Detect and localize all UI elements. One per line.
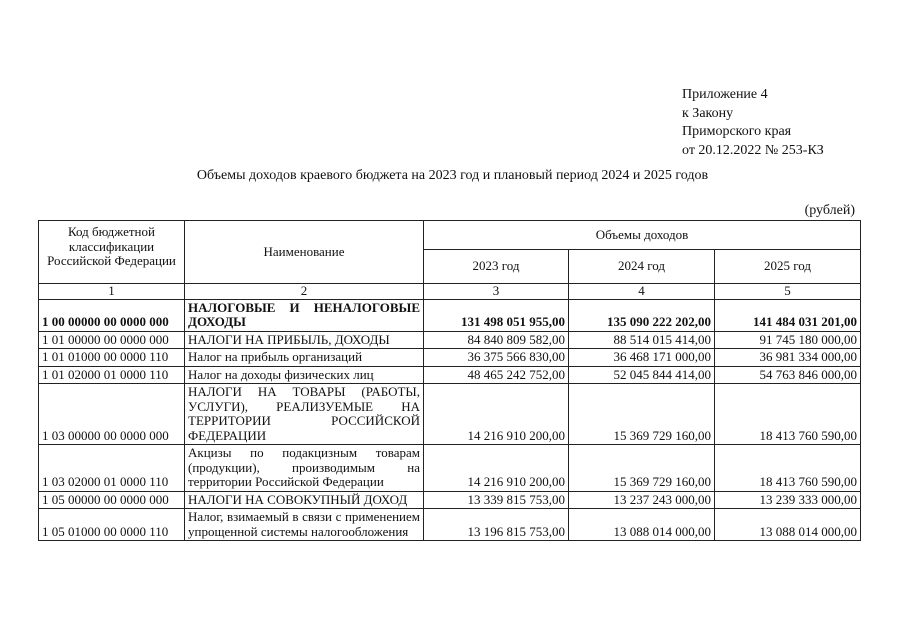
row-name: НАЛОГИ НА ТОВАРЫ (РАБОТЫ, УСЛУГИ), РЕАЛИЗУЕМЫЕ НА ТЕРРИТОРИИ РОССИЙСКОЙ ФЕДЕРАЦИИ	[185, 384, 424, 445]
column-number: 1	[39, 284, 185, 300]
row-name: Акцизы по подакцизным товарам (продукции), производимым на территории Российской Федерации	[185, 445, 424, 492]
header-year-2023: 2023 год	[424, 250, 569, 284]
header-code: Код бюджетной классификации Российской Федерации	[39, 221, 185, 284]
row-value-2025: 141 484 031 201,00	[715, 299, 861, 331]
table-row	[39, 366, 861, 384]
row-value-2025: 18 413 760 590,00	[715, 445, 861, 492]
row-value-2024: 13 237 243 000,00	[569, 491, 715, 509]
row-code: 1 01 01000 00 0000 110	[39, 349, 185, 367]
row-value-2024: 52 045 844 414,00	[569, 366, 715, 384]
header-name: Наименование	[185, 221, 424, 284]
row-value-2024: 15 369 729 160,00	[569, 384, 715, 445]
row-code: 1 01 02000 01 0000 110	[39, 366, 185, 384]
row-value-2023: 14 216 910 200,00	[424, 445, 569, 492]
row-value-2023: 36 375 566 830,00	[424, 349, 569, 367]
row-name: НАЛОГИ НА ПРИБЫЛЬ, ДОХОДЫ	[185, 331, 424, 349]
row-value-2024: 88 514 015 414,00	[569, 331, 715, 349]
budget-table	[38, 220, 861, 541]
table-row	[39, 491, 861, 509]
row-value-2024: 15 369 729 160,00	[569, 445, 715, 492]
row-name: НАЛОГОВЫЕ И НЕНАЛОГОВЫЕ ДОХОДЫ	[185, 299, 424, 331]
table-row	[39, 509, 861, 541]
row-code: 1 01 00000 00 0000 000	[39, 331, 185, 349]
row-value-2023: 13 196 815 753,00	[424, 509, 569, 541]
row-value-2023: 131 498 051 955,00	[424, 299, 569, 331]
row-name: Налог на доходы физических лиц	[185, 366, 424, 384]
row-value-2025: 54 763 846 000,00	[715, 366, 861, 384]
row-name: НАЛОГИ НА СОВОКУПНЫЙ ДОХОД	[185, 491, 424, 509]
document-title: Объемы доходов краевого бюджета на 2023 год и плановый период 2024 и 2025 годов	[196, 168, 709, 183]
row-value-2023: 13 339 815 753,00	[424, 491, 569, 509]
row-code: 1 00 00000 00 0000 000	[39, 299, 185, 331]
row-code: 1 05 01000 00 0000 110	[39, 509, 185, 541]
row-code: 1 05 00000 00 0000 000	[39, 491, 185, 509]
row-value-2023: 14 216 910 200,00	[424, 384, 569, 445]
row-value-2023: 48 465 242 752,00	[424, 366, 569, 384]
table-row	[39, 445, 861, 492]
row-value-2024: 36 468 171 000,00	[569, 349, 715, 367]
table-row	[39, 299, 861, 331]
row-value-2025: 36 981 334 000,00	[715, 349, 861, 367]
row-code: 1 03 00000 00 0000 000	[39, 384, 185, 445]
row-name: Налог, взимаемый в связи с применением упрощенной системы налогообложения	[185, 509, 424, 541]
appendix-block	[682, 86, 824, 160]
column-number: 2	[185, 284, 424, 300]
column-number: 5	[715, 284, 861, 300]
header-year-2024: 2024 год	[569, 250, 715, 284]
header-volumes: Объемы доходов	[424, 221, 861, 250]
row-name: Налог на прибыль организаций	[185, 349, 424, 367]
row-value-2023: 84 840 809 582,00	[424, 331, 569, 349]
table-row	[39, 331, 861, 349]
appendix-line-3: Приморского края	[682, 124, 792, 139]
row-value-2024: 135 090 222 202,00	[569, 299, 715, 331]
row-code: 1 03 02000 01 0000 110	[39, 445, 185, 492]
table-row	[39, 349, 861, 367]
row-value-2025: 13 088 014 000,00	[715, 509, 861, 541]
column-number: 3	[424, 284, 569, 300]
header-year-2025: 2025 год	[715, 250, 861, 284]
row-value-2025: 13 239 333 000,00	[715, 491, 861, 509]
appendix-line-4: от 20.12.2022 № 253-КЗ	[682, 142, 824, 158]
row-value-2025: 91 745 180 000,00	[715, 331, 861, 349]
row-value-2025: 18 413 760 590,00	[715, 384, 861, 445]
appendix-line-1: Приложение 4	[682, 87, 768, 102]
table-row	[39, 384, 861, 445]
units-label: (рублей)	[804, 203, 855, 218]
column-number: 4	[569, 284, 715, 300]
appendix-line-2: к Закону	[682, 105, 734, 121]
column-number-row	[39, 284, 861, 300]
row-value-2024: 13 088 014 000,00	[569, 509, 715, 541]
